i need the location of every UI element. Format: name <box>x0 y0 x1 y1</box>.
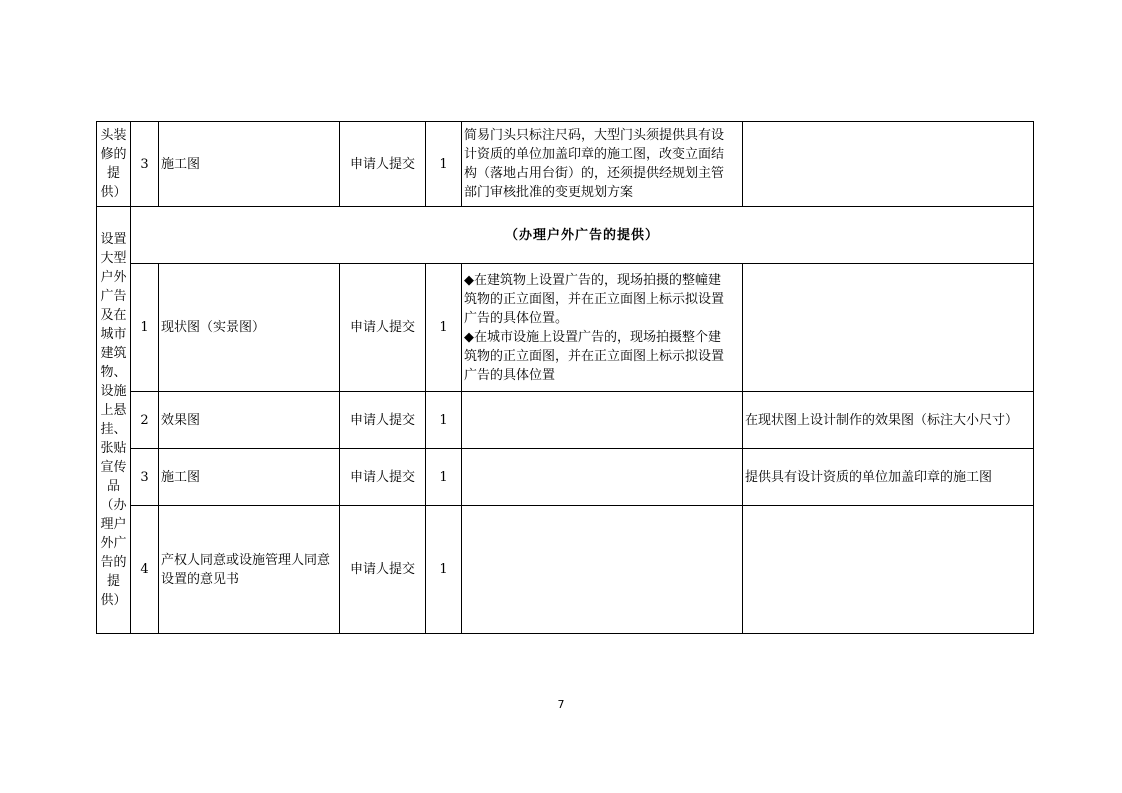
table-row <box>97 122 1034 207</box>
material-source: 申请人提交 <box>340 264 426 392</box>
note: 在现状图上设计制作的效果图（标注大小尺寸） <box>743 392 1034 449</box>
materials-table <box>96 121 1034 634</box>
row-number: 3 <box>131 122 159 207</box>
copies: 1 <box>426 122 462 207</box>
row-number: 4 <box>131 506 159 634</box>
category-line: 外广 <box>100 536 127 551</box>
row-number: 3 <box>131 449 159 506</box>
category-line: 城市 <box>100 327 127 342</box>
requirement-line: 简易门头只标注尺码，大型门头须提供具有设 <box>464 128 725 143</box>
requirement-line: ◆在城市设施上设置广告的，现场拍摄整个建 <box>464 329 721 345</box>
copies: 1 <box>426 264 462 392</box>
requirement-cell <box>462 506 743 634</box>
category-line: 大型 <box>100 251 127 266</box>
category-cell <box>97 122 131 207</box>
category-line: 广告 <box>100 289 127 304</box>
category-line: 上悬 <box>100 403 127 418</box>
category-line: 宣传 <box>100 460 127 475</box>
category-line: （办 <box>100 498 127 513</box>
material-source: 申请人提交 <box>340 122 426 207</box>
requirement-line: 筑物的正立面图，并在正立面图上标示拟设置 <box>464 291 725 307</box>
category-cell <box>97 207 131 634</box>
copies: 1 <box>426 506 462 634</box>
category-line: 修的 <box>100 147 127 162</box>
table-row <box>97 264 1034 392</box>
category-line: 供） <box>100 185 127 200</box>
material-source: 申请人提交 <box>340 392 426 449</box>
table-row <box>97 449 1034 506</box>
requirement-line: 广告的具体位置。 <box>464 310 569 326</box>
requirement-line: 广告的具体位置 <box>464 367 556 383</box>
requirement-cell <box>462 122 743 207</box>
copies: 1 <box>426 392 462 449</box>
requirement-cell <box>462 449 743 506</box>
requirement-cell <box>462 264 743 392</box>
material-name: 施工图 <box>159 122 340 207</box>
section-row <box>97 207 1034 264</box>
category-line: 设置 <box>100 232 127 247</box>
category-line: 品 <box>106 479 120 494</box>
material-source: 申请人提交 <box>340 449 426 506</box>
copies: 1 <box>426 449 462 506</box>
category-line: 头装 <box>100 128 127 143</box>
category-line: 及在 <box>100 308 127 323</box>
category-line: 提 <box>106 574 120 589</box>
row-number: 1 <box>131 264 159 392</box>
material-name: 产权人同意或设施管理人同意设置的意见书 <box>159 506 340 634</box>
category-line: 设施 <box>100 384 127 399</box>
note <box>743 506 1034 634</box>
table-row <box>97 506 1034 634</box>
section-title: （办理户外广告的提供） <box>131 207 1034 264</box>
row-number: 2 <box>131 392 159 449</box>
material-name: 施工图 <box>159 449 340 506</box>
requirement-line: 计资质的单位加盖印章的施工图，改变立面结 <box>464 147 725 162</box>
category-line: 理户 <box>100 517 127 532</box>
note <box>743 264 1034 392</box>
requirement-line: 筑物的正立面图，并在正立面图上标示拟设置 <box>464 348 725 364</box>
material-source: 申请人提交 <box>340 506 426 634</box>
category-line: 建筑 <box>100 346 127 361</box>
material-name: 现状图（实景图） <box>159 264 340 392</box>
category-line: 告的 <box>100 555 127 570</box>
note: 提供具有设计资质的单位加盖印章的施工图 <box>743 449 1034 506</box>
category-line: 户外 <box>100 270 127 285</box>
page-number: 7 <box>557 698 565 711</box>
note <box>743 122 1034 207</box>
requirement-cell <box>462 392 743 449</box>
category-line: 物、 <box>100 365 127 380</box>
material-name: 效果图 <box>159 392 340 449</box>
requirement-line: 部门审核批准的变更规划方案 <box>464 185 634 200</box>
table-row <box>97 392 1034 449</box>
requirement-line: 构（落地占用台街）的，还须提供经规划主管 <box>464 166 725 181</box>
requirement-line: ◆在建筑物上设置广告的，现场拍摄的整幢建 <box>464 272 721 288</box>
category-line: 供） <box>100 593 127 608</box>
category-line: 提 <box>106 166 120 181</box>
category-line: 挂、 <box>100 422 127 437</box>
category-line: 张贴 <box>100 441 127 456</box>
